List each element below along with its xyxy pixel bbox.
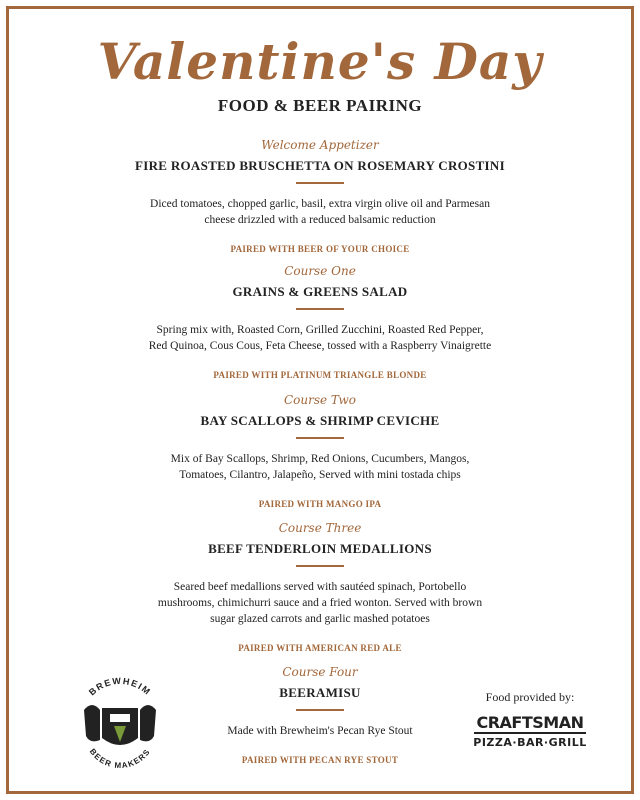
description-line: Made with Brewheim's Pecan Rye Stout	[227, 725, 413, 737]
description-line: Mix of Bay Scallops, Shrimp, Red Onions, Cucumbers, Mangos,	[170, 453, 470, 465]
description-line: sugar glazed carrots and garlic mashed potatoes	[210, 613, 430, 625]
dish-description	[0, 579, 640, 627]
course-label: Course One	[284, 264, 356, 278]
menu-subtitle: FOOD & BEER PAIRING	[217, 96, 423, 115]
beer-pairing: PAIRED WITH BEER OF YOUR CHOICE	[230, 244, 410, 254]
divider	[296, 308, 344, 310]
dish-name: GRAINS & GREENS SALAD	[232, 284, 408, 299]
divider	[296, 437, 344, 439]
divider	[296, 565, 344, 567]
course-three	[0, 521, 640, 653]
dish-name: BEEF TENDERLOIN MEDALLIONS	[208, 541, 432, 556]
craftsman-logo: CRAFTSMAN	[476, 713, 584, 732]
beer-pairing: PAIRED WITH PLATINUM TRIANGLE BLONDE	[213, 370, 427, 380]
description-line: Red Quinoa, Cous Cous, Feta Cheese, tossed with a Raspberry Vinaigrette	[148, 340, 492, 352]
food-provider	[470, 690, 590, 749]
dish-description	[0, 322, 640, 354]
description-line: cheese drizzled with a reduced balsamic reduction	[204, 214, 436, 226]
dish-name: FIRE ROASTED BRUSCHETTA ON ROSEMARY CROSTINI	[135, 158, 505, 173]
description-line: Spring mix with, Roasted Corn, Grilled Zucchini, Roasted Red Pepper,	[156, 324, 484, 336]
description-line: Seared beef medallions served with sautéed spinach, Portobello	[173, 581, 467, 593]
menu-title: Valentine's Day	[97, 32, 543, 91]
dish-description	[0, 451, 640, 483]
course-label: Course Four	[282, 665, 358, 679]
course-label: Course Two	[283, 393, 357, 407]
description-line: mushrooms, chimichurri sauce and a fried wonton. Served with brown	[157, 597, 483, 609]
crown-icon	[110, 714, 130, 722]
description-line: Diced tomatoes, chopped garlic, basil, extra virgin olive oil and Parmesan	[150, 198, 490, 210]
dish-name: BEERAMISU	[279, 685, 361, 700]
divider	[296, 182, 344, 184]
brewheim-name: BREWHEIM	[86, 675, 154, 698]
description-line: Tomatoes, Cilantro, Jalapeño, Served with mini tostada chips	[179, 469, 461, 481]
brewheim-logo-graphic	[70, 670, 170, 780]
dish-description	[0, 196, 640, 228]
provider-label: Food provided by:	[485, 690, 575, 704]
course-one	[0, 264, 640, 380]
course-two	[0, 393, 640, 509]
beer-pairing: PAIRED WITH MANGO IPA	[258, 499, 382, 509]
beer-pairing: PAIRED WITH PECAN RYE STOUT	[241, 755, 399, 765]
lion-left-icon	[84, 705, 100, 741]
divider	[296, 709, 344, 711]
beer-pairing: PAIRED WITH AMERICAN RED ALE	[238, 643, 402, 653]
lion-right-icon	[140, 705, 156, 741]
brewheim-tagline: BEER MAKERS	[87, 747, 153, 771]
dish-name: BAY SCALLOPS & SHRIMP CEVICHE	[200, 413, 440, 428]
course-label: Welcome Appetizer	[261, 138, 379, 152]
svg-text:BEER MAKERS	[88, 747, 152, 770]
course-welcome-appetizer	[0, 138, 640, 254]
svg-text:BREWHEIM	[87, 676, 153, 698]
course-label: Course Three	[278, 521, 362, 535]
craftsman-tagline: PIZZA·BAR·GRILL	[473, 736, 587, 749]
brewheim-logo	[70, 670, 170, 780]
